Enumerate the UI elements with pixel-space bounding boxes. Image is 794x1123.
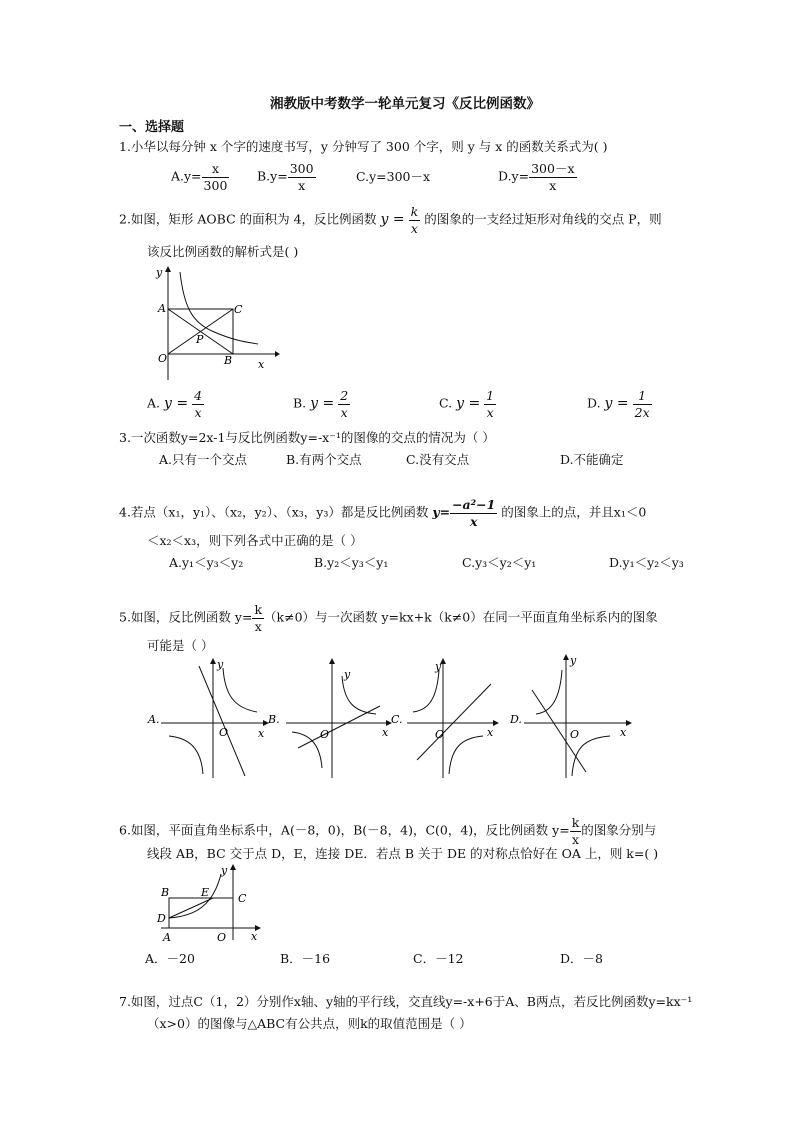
q4-stem-line2: ＜x₂＜x₃，则下列各式中正确的是（ ） xyxy=(147,533,363,548)
q6-stem-post: 的图象分别与 xyxy=(581,822,657,838)
q6-stem-pre: 6.如图，平面直角坐标系中，A(－8，0)，B(－8，4)，C(0，4)，反比例函数 y= xyxy=(119,822,570,838)
q4-option-a: A.y₁＜y₃＜y₂ xyxy=(169,555,244,570)
q2-stem-post: 的图象的一支经过矩形对角线的交点 P，则 xyxy=(424,211,662,227)
q5-function-numerator: k xyxy=(254,602,263,617)
q5-d-origin: O xyxy=(570,728,580,741)
q4-function-lhs: y= xyxy=(432,504,451,520)
q5-graph-a xyxy=(145,656,270,781)
q5-graph-c xyxy=(391,656,516,781)
q2-label-a: A xyxy=(158,302,166,315)
q2-a-numerator: 4 xyxy=(194,388,203,403)
q5-stem xyxy=(119,602,658,634)
q3-option-d: D.不能确定 xyxy=(560,452,624,467)
q2-stem xyxy=(119,204,662,236)
q1-stem: 1.小华以每分钟 x 个字的速度书写，y 分钟写了 300 个字，则 y 与 x 的函数关系式为( ) xyxy=(119,139,608,154)
q5-c-origin: O xyxy=(435,728,445,741)
q4-function-numerator: −a²−1 xyxy=(452,497,496,512)
q2-label-b: B xyxy=(224,354,233,367)
q2-c-denominator: x xyxy=(486,404,494,420)
q5-a-x-label: x xyxy=(258,727,265,740)
q6-figure xyxy=(155,864,265,944)
q6-label-y: y xyxy=(221,864,228,877)
q5-a-y-label: y xyxy=(217,658,224,671)
q1-option-c: C.y=300－x xyxy=(356,169,431,184)
document-title: 湘教版中考数学一轮单元复习《反比例函数》 xyxy=(270,96,540,112)
q1-b-prefix: B.y= xyxy=(257,168,288,184)
q2-label-x: x xyxy=(258,358,265,371)
q5-c-x-label: x xyxy=(487,726,494,739)
q5-label-c: C. xyxy=(391,713,403,726)
q6-option-d: D．－8 xyxy=(560,951,603,966)
q2-label-p: P xyxy=(196,333,204,346)
q2-function-lhs: y = xyxy=(380,211,405,228)
q5-c-y-label: y xyxy=(435,660,442,673)
q4-option-c: C.y₃＜y₂＜y₁ xyxy=(462,555,537,570)
q6-label-c: C xyxy=(238,892,247,905)
q2-option-b xyxy=(293,388,350,420)
q2-label-y: y xyxy=(156,266,163,279)
q2-option-d xyxy=(587,388,652,420)
q6-option-b: B．－16 xyxy=(280,951,331,966)
q3-option-c: C.没有交点 xyxy=(406,452,470,467)
q6-function-numerator: k xyxy=(571,815,580,830)
q2-d-numerator: 1 xyxy=(633,388,652,405)
q5-stem-line2: 可能是（ ） xyxy=(147,638,214,653)
q3-option-a: A.只有一个交点 xyxy=(159,452,248,467)
q6-label-x: x xyxy=(251,930,258,943)
section-heading: 一、选择题 xyxy=(119,120,185,135)
q1-a-prefix: A.y= xyxy=(171,168,202,184)
q1-d-denominator: x xyxy=(549,177,557,193)
q2-c-lhs: y = xyxy=(456,395,481,412)
q1-d-prefix: D.y= xyxy=(498,168,530,184)
q2-label-o: O xyxy=(158,352,168,365)
q1-option-a xyxy=(171,161,229,193)
q2-stem-pre: 2.如图，矩形 AOBC 的面积为 4，反比例函数 xyxy=(119,211,377,227)
q1-d-numerator: 300－x xyxy=(531,161,575,176)
q4-option-d: D.y₁＜y₂＜y₃ xyxy=(609,555,684,570)
q2-d-lhs: y = xyxy=(604,395,629,412)
q7-stem-line2: （x>0）的图像与△ABC有公共点，则k的取值范围是（ ） xyxy=(147,1016,472,1031)
q2-a-denominator: x xyxy=(194,404,202,420)
q2-b-lhs: y = xyxy=(310,395,335,412)
q5-stem-pre: 5.如图，反比例函数 y= xyxy=(119,609,253,625)
q7-stem-line1: 7.如图，过点C（1，2）分别作x轴、y轴的平行线，交直线y=-x+6于A、B两点，若反比例函数y=kx⁻¹ xyxy=(119,994,693,1009)
q5-label-d: D. xyxy=(510,713,522,726)
q3-option-b: B.有两个交点 xyxy=(286,452,362,467)
q2-b-numerator: 2 xyxy=(340,388,349,403)
q2-figure-rectangle xyxy=(140,262,280,382)
q2-option-a xyxy=(147,388,204,420)
q5-graph-b xyxy=(268,656,393,781)
q4-stem xyxy=(119,497,646,529)
q1-a-denominator: 300 xyxy=(203,177,228,193)
q6-option-c: C．－12 xyxy=(413,951,464,966)
q6-label-a: A xyxy=(163,931,171,944)
q6-stem xyxy=(119,815,656,847)
q1-b-denominator: x xyxy=(298,177,306,193)
q2-label-c: C xyxy=(234,303,243,316)
q5-b-x-label: x xyxy=(382,726,389,739)
q1-option-b xyxy=(257,161,316,193)
q6-label-e: E xyxy=(201,886,210,899)
q6-label-d: D xyxy=(157,912,166,925)
q4-stem-post: 的图象上的点，并且x₁＜0 xyxy=(501,504,647,520)
q5-b-y-label: y xyxy=(344,668,351,681)
q5-label-b: B. xyxy=(268,713,280,726)
q4-stem-pre: 4.若点（x₁，y₁）、（x₂，y₂）、（x₃，y₃）都是反比例函数 xyxy=(119,504,429,520)
q2-b-denominator: x xyxy=(340,404,348,420)
q5-b-origin: O xyxy=(320,728,330,741)
q4-function-denominator: x xyxy=(469,513,478,529)
q2-a-prefix: A. xyxy=(147,395,161,411)
q5-a-origin: O xyxy=(219,726,229,739)
q6-label-b: B xyxy=(161,886,170,899)
q6-function-denominator: x xyxy=(571,831,580,847)
q2-function-numerator: k xyxy=(410,204,419,219)
q2-function-denominator: x xyxy=(410,220,418,236)
q5-function-denominator: x xyxy=(254,618,262,634)
q1-b-numerator: 300 xyxy=(289,161,314,176)
q6-stem-line2: 线段 AB，BC 交于点 D，E，连接 DE．若点 B 关于 DE 的对称点恰好在 OA 上，则 k=( ) xyxy=(147,846,659,861)
q2-c-numerator: 1 xyxy=(486,388,495,403)
q2-c-prefix: C. xyxy=(439,395,453,411)
q1-a-numerator: x xyxy=(202,161,230,178)
q2-stem-line2: 该反比例函数的解析式是( ) xyxy=(147,244,299,259)
q1-option-d xyxy=(498,161,577,193)
q2-a-lhs: y = xyxy=(164,395,189,412)
q5-label-a: A. xyxy=(148,713,160,726)
q6-label-o: O xyxy=(217,931,227,944)
q6-option-a: A．－20 xyxy=(145,951,195,966)
q2-d-denominator: 2x xyxy=(634,404,650,420)
q5-d-y-label: y xyxy=(570,654,577,667)
q2-option-c xyxy=(439,388,496,420)
q2-d-prefix: D. xyxy=(587,395,601,411)
q5-d-x-label: x xyxy=(620,726,627,739)
q5-stem-post: （k≠0）与一次函数 y=kx+k（k≠0）在同一平面直角坐标系内的图象 xyxy=(264,609,658,625)
q3-stem: 3.一次函数y=2x-1与反比例函数y=-x⁻¹的图像的交点的情况为（ ） xyxy=(119,430,495,445)
q5-graph-d xyxy=(510,652,635,780)
q4-option-b: B.y₂＜y₃＜y₁ xyxy=(314,555,389,570)
q2-b-prefix: B. xyxy=(293,395,307,411)
